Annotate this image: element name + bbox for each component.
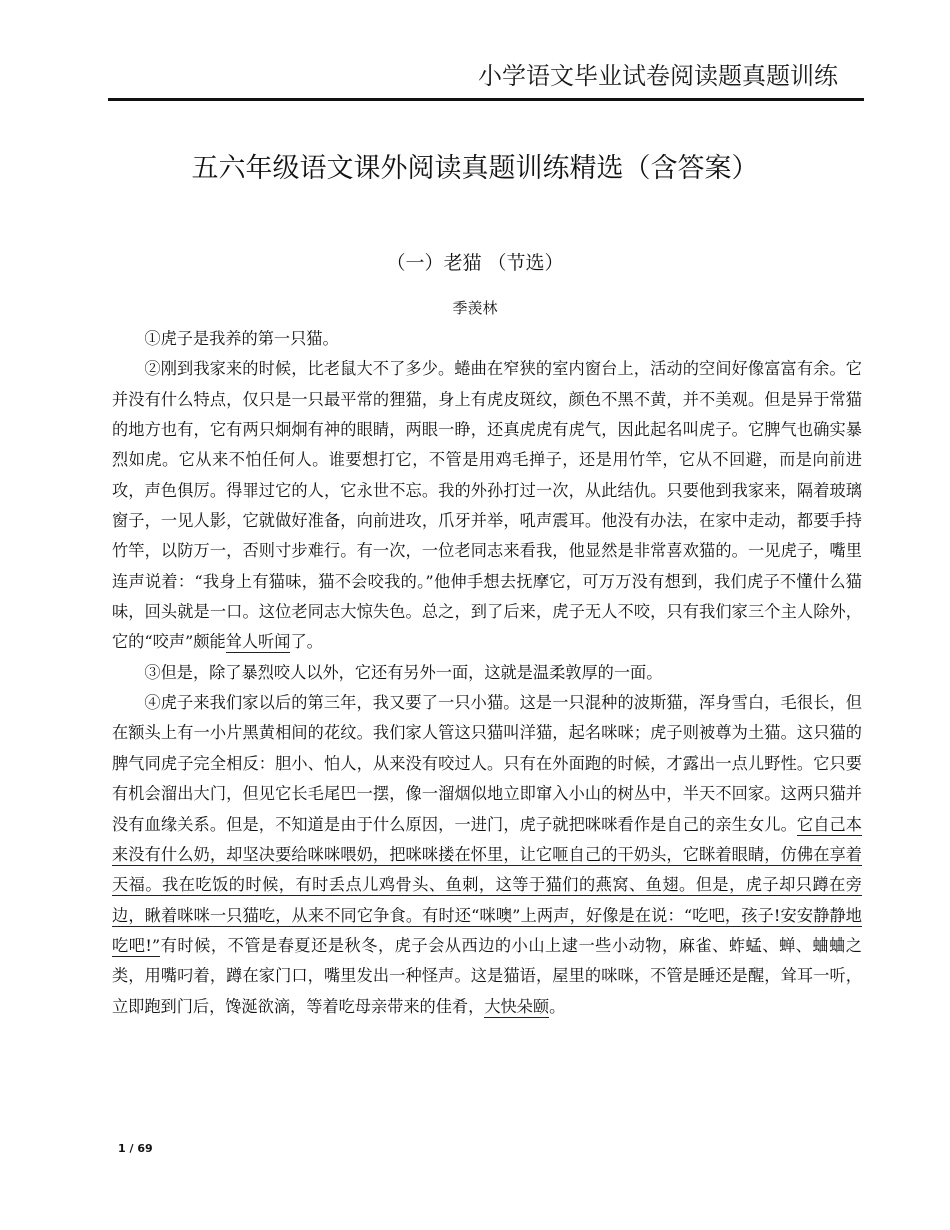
- header-title: 小学语文毕业试卷阅读题真题训练: [478, 62, 838, 90]
- page-total: 69: [137, 1142, 153, 1155]
- underlined-phrase: 耸人听闻: [225, 632, 291, 652]
- paragraph-4-text: ④虎子来我们家以后的第三年，我又要了一只小猫。这是一只混种的波斯猫，浑身雪白，毛很长，但在额头上有一小片黑黄相间的花纹。我们家人管这只猫叫洋猫，起名咪咪；虎子则被尊为土猫。这只猫的脾气同虎子完全相反：胆小、怕人，从来没有咬过人。只有在外面跑的时候，才露出一点儿野性。它只要有机会溜出大门，但见它长毛尾巴一摆，像一溜烟似地立即窜入小山的树丛中，半天不回家。这两只猫并没有血缘关系。但是，不知道是由于什么原因，一进门，虎子就把咪咪看作是自己的亲生女儿。: [112, 693, 862, 834]
- underlined-phrase-2: 大快朵颐: [484, 996, 550, 1016]
- header-divider: [108, 98, 864, 101]
- paragraph-4: [112, 688, 862, 1022]
- article-body: [112, 324, 862, 1022]
- page-number: [118, 1142, 153, 1155]
- document-title: 五六年级语文课外阅读真题训练精选（含答案）: [191, 153, 759, 184]
- paragraph-2-end: 了。: [290, 632, 323, 652]
- page-current: 1: [118, 1142, 126, 1155]
- paragraph-4-end: 。: [549, 996, 566, 1016]
- section-title: （一）老猫 （节选）: [386, 252, 564, 274]
- paragraph-4-cont: 有时候，不管是春夏还是秋冬，虎子会从西边的小山上逮一些小动物，麻雀、蚱蜢、蝉、蛐蛐之类，用嘴叼着，蹲在家门口，嘴里发出一种怪声。这是猫语，屋里的咪咪，不管是睡还是醒，耸耳一听，立即跑到门后，馋涎欲滴，等着吃母亲带来的佳肴，: [112, 935, 862, 1016]
- author: 季羡林: [452, 299, 498, 317]
- page-separator: /: [129, 1142, 134, 1155]
- paragraph-3: ③但是，除了暴烈咬人以外，它还有另外一面，这就是温柔敦厚的一面。: [144, 662, 663, 682]
- paragraph-2-text: ②刚到我家来的时候，比老鼠大不了多少。蜷曲在窄狭的室内窗台上，活动的空间好像富富有余。它并没有什么特点，仅只是一只最平常的狸猫，身上有虎皮斑纹，颜色不黑不黄，并不美观。但是异于常猫的地方也有，它有两只炯炯有神的眼睛，两眼一睁，还真虎虎有虎气，因此起名叫虎子。它脾气也确实暴烈如虎。它从来不怕任何人。谁要想打它，不管是用鸡毛掸子，还是用竹竿，它从不回避，而是向前进攻，声色俱厉。得罪过它的人，它永世不忘。我的外孙打过一次，从此结仇。只要他到我家来，隔着玻璃窗子，一见人影，它就做好准备，向前进攻，爪牙并举，吼声震耳。他没有办法，在家中走动，都要手持竹竿，以防万一，否则寸步难行。有一次，一位老同志来看我，他显然是非常喜欢猫的。一见虎子，嘴里连声说着：“我身上有猫味，猫不会咬我的。”他伸手想去抚摩它，可万万没有想到，我们虎子不懂什么猫味，回头就是一口。这位老同志大惊失色。总之，到了后来，虎子无人不咬，只有我们家三个主人除外，它的“咬声”颇能: [112, 359, 862, 652]
- paragraph-2: [112, 354, 862, 657]
- paragraph-1: ①虎子是我养的第一只猫。: [144, 329, 339, 348]
- underlined-passage: 它自己本来没有什么奶，却坚决要给咪咪喂奶，把咪咪搂在怀里，让它咂自己的干奶头，它眯着眼睛，仿佛在享着天福。我在吃饭的时候，有时丢点儿鸡骨头、鱼刺，这等于猫们的燕窝、鱼翅。但是，虎子却只蹲在旁边，瞅着咪咪一只猫吃，从来不同它争食。有时还“咪噢”上两声，好像是在说：“吃吧，孩子!安安静静地吃吧!”: [112, 814, 862, 955]
